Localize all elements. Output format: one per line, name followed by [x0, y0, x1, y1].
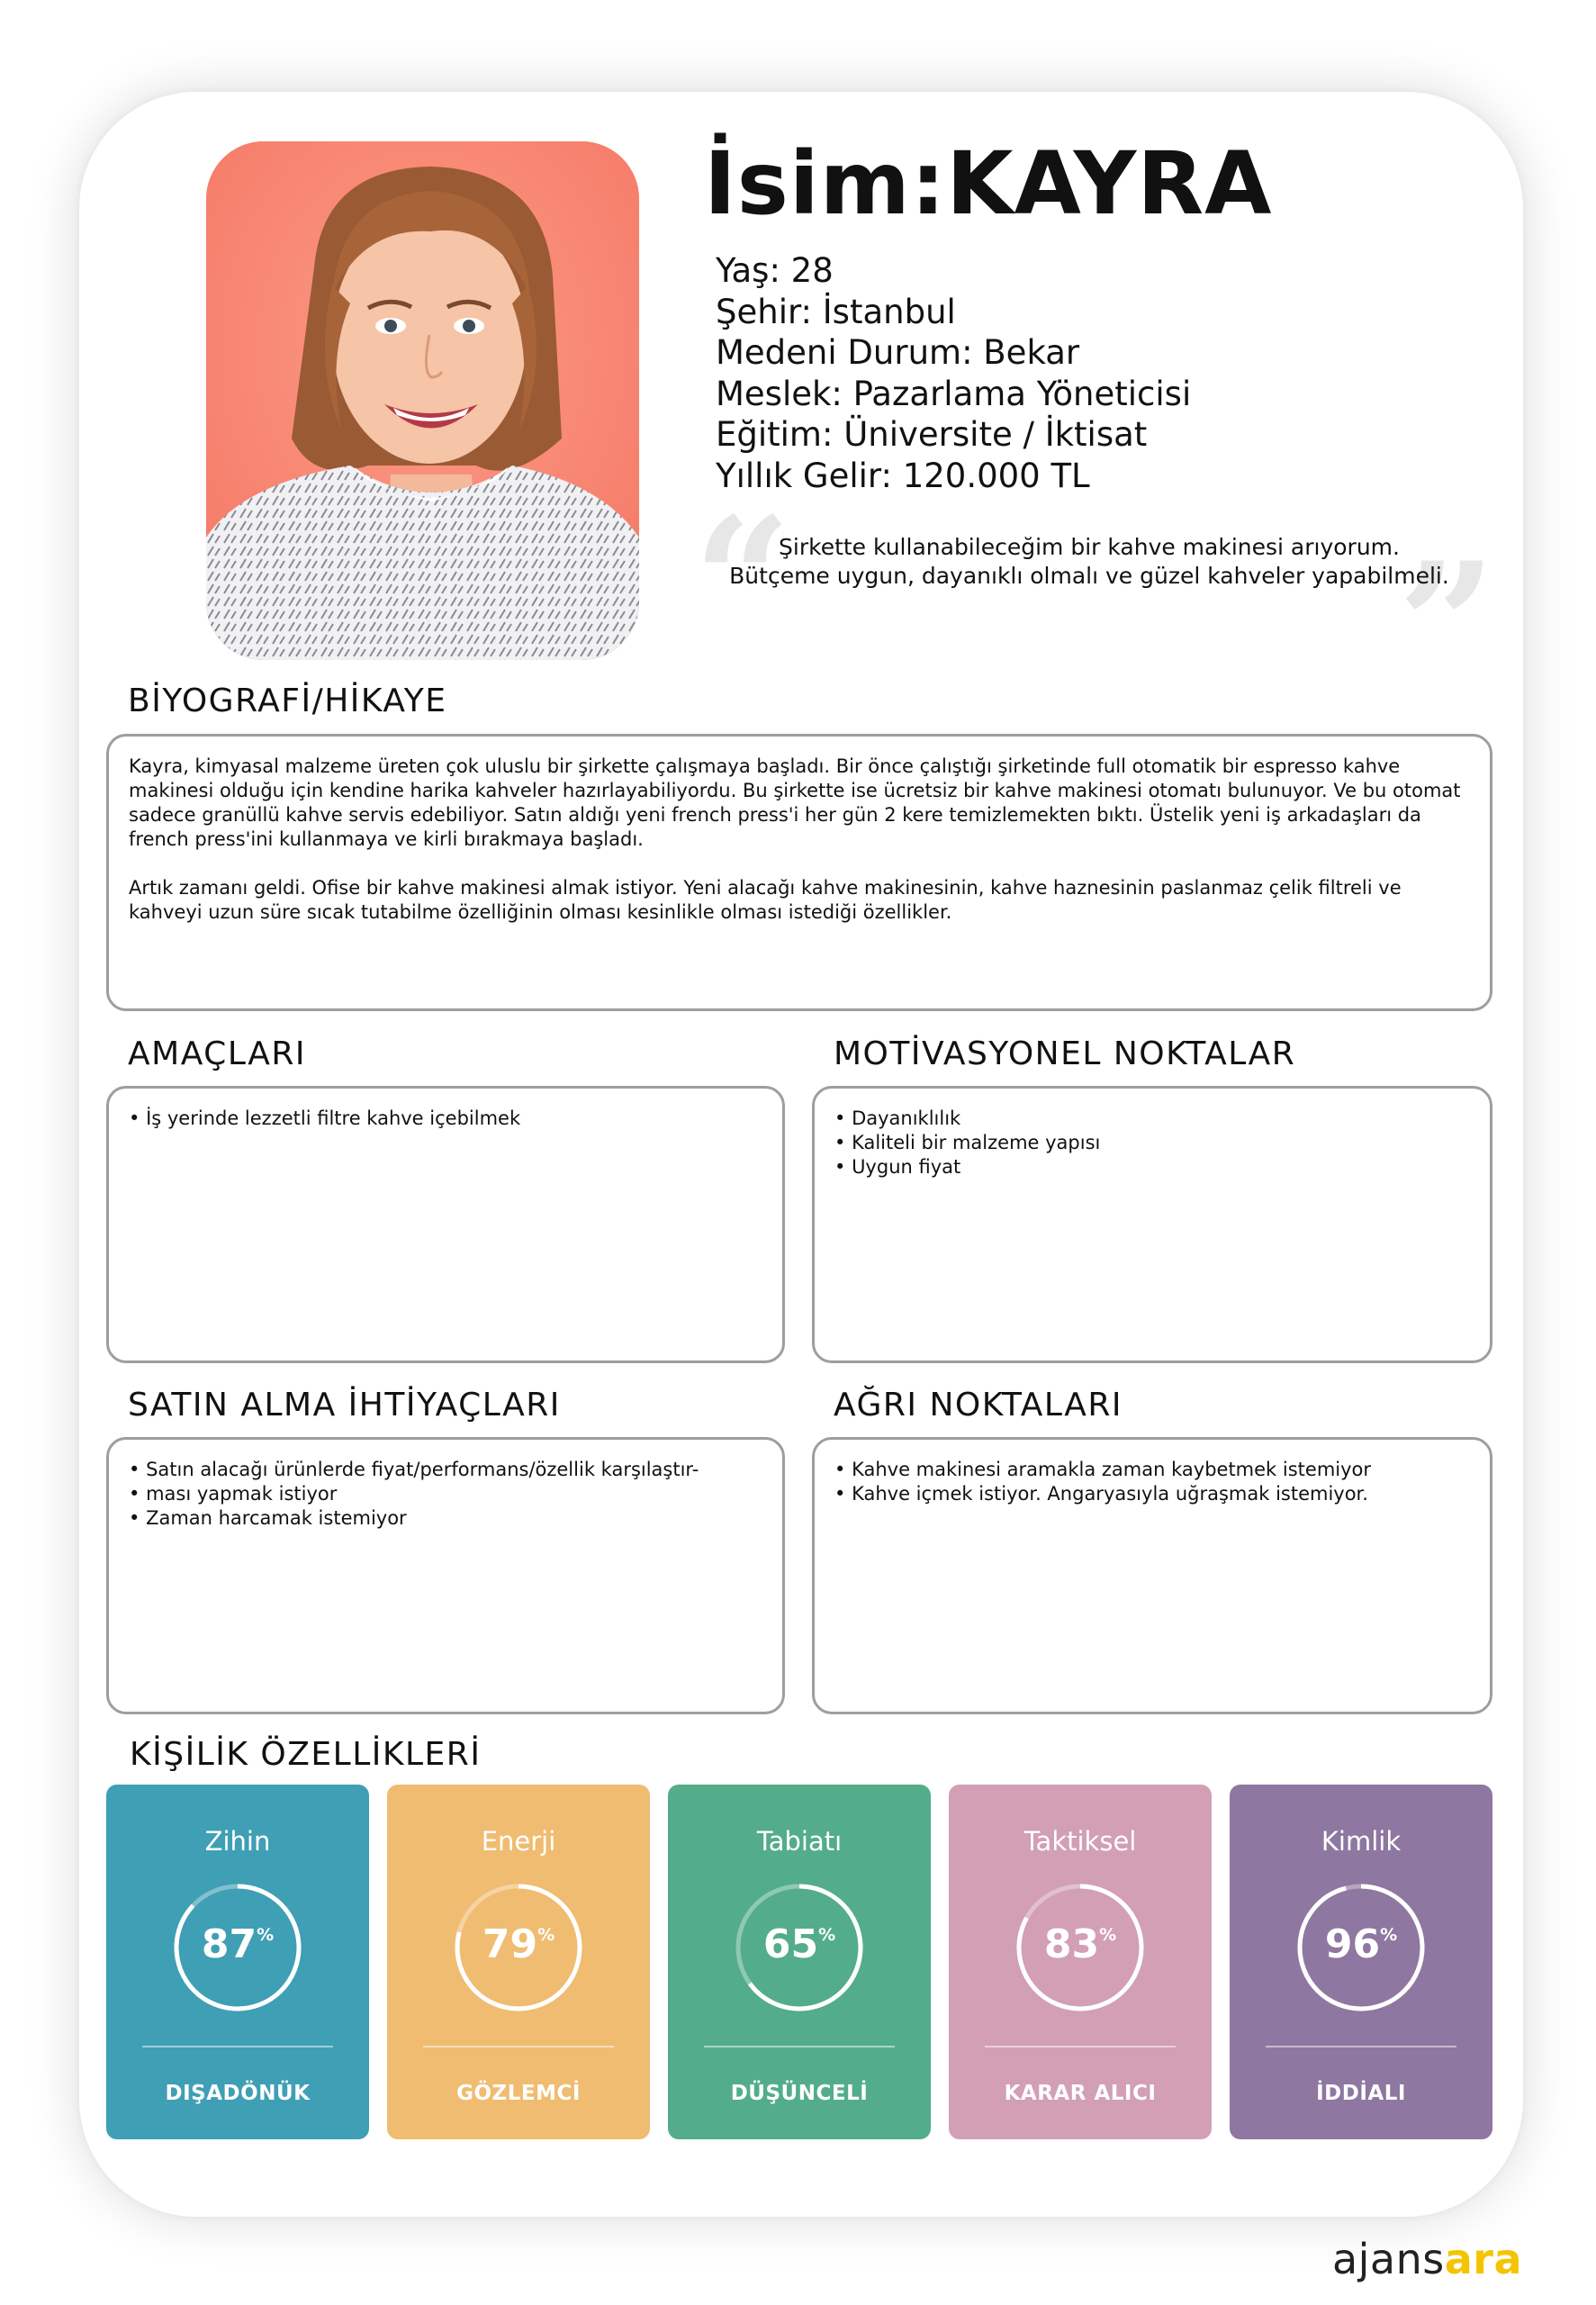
detail-city: Şehir: İstanbul — [716, 292, 956, 331]
trait-type: GÖZLEMCİ — [456, 2082, 581, 2105]
trait-card — [1230, 1785, 1492, 2139]
detail-income: Yıllık Gelir: 120.000 TL — [716, 456, 1090, 495]
quote-line: Şirkette kullanabileceğim bir kahve makinesi arıyorum. — [779, 534, 1400, 560]
pain-item: • Kahve makinesi aramakla zaman kaybetmek istemiyor — [834, 1458, 1470, 1482]
persona-quote — [693, 480, 1496, 726]
percent-sign: % — [1380, 1925, 1398, 1945]
brand-logo — [1332, 2235, 1522, 2283]
quote-line: Bütçeme uygun, dayanıklı olmalı ve güzel kahveler yapabilmeli. — [729, 563, 1449, 589]
trait-divider — [423, 2046, 614, 2047]
need-item: • Satın alacağı ürünlerde fiyat/performans/özellik karşılaştır- — [129, 1458, 762, 1482]
trait-type: DÜŞÜNCELİ — [730, 2082, 869, 2105]
trait-divider — [704, 2046, 895, 2047]
bio-box — [106, 734, 1492, 1011]
needs-box — [106, 1437, 785, 1714]
detail-marital-status: Medeni Durum: Bekar — [716, 333, 1080, 372]
pain-item: • Kahve içmek istiyor. Angaryasıyla uğraşmak istemiyor. — [834, 1482, 1470, 1506]
trait-value: 79 — [482, 1921, 538, 1967]
trait-name: Enerji — [481, 1826, 556, 1857]
goal-item: • İş yerinde lezzetli filtre kahve içebilmek — [129, 1107, 762, 1131]
detail-age: Yaş: 28 — [716, 251, 834, 290]
goals-title: AMAÇLARI — [128, 1035, 306, 1072]
brand-part1: ajans — [1331, 2235, 1445, 2283]
open-quote-icon: “ — [693, 480, 792, 681]
trait-value: 96 — [1324, 1921, 1381, 1967]
need-item: • Zaman harcamak istemiyor — [129, 1506, 762, 1531]
detail-occupation: Meslek: Pazarlama Yöneticisi — [716, 374, 1192, 413]
trait-card — [387, 1785, 650, 2139]
motivation-item: • Dayanıklılık — [834, 1107, 1470, 1131]
persona-details — [716, 250, 1191, 496]
trait-divider — [142, 2046, 333, 2047]
trait-card — [106, 1785, 369, 2139]
bio-title: BİYOGRAFİ/HİKAYE — [128, 682, 447, 719]
motivation-item: • Kaliteli bir malzeme yapısı — [834, 1131, 1470, 1155]
trait-divider — [985, 2046, 1176, 2047]
trait-type: DIŞADÖNÜK — [165, 2082, 311, 2105]
trait-percent — [387, 1921, 650, 1967]
trait-type: İDDİALI — [1316, 2082, 1406, 2105]
need-item-continuation — [129, 1482, 762, 1506]
traits-title: KİŞİLİK ÖZELLİKLERİ — [130, 1736, 482, 1773]
persona-name: İsim:KAYRA — [704, 133, 1273, 234]
brand-part2: ara — [1444, 2235, 1522, 2283]
pains-title: AĞRI NOKTALARI — [834, 1387, 1123, 1424]
trait-card — [949, 1785, 1212, 2139]
percent-sign: % — [1099, 1925, 1117, 1945]
needs-title: SATIN ALMA İHTİYAÇLARI — [128, 1387, 561, 1424]
trait-name: Taktiksel — [1023, 1826, 1137, 1857]
trait-value: 65 — [762, 1921, 819, 1967]
portrait-illustration — [206, 141, 639, 660]
percent-sign: % — [818, 1925, 836, 1945]
trait-value: 87 — [201, 1921, 257, 1967]
goals-box — [106, 1086, 785, 1363]
trait-card — [668, 1785, 931, 2139]
persona-photo — [206, 141, 639, 660]
pains-box — [812, 1437, 1492, 1714]
percent-sign: % — [257, 1925, 275, 1945]
trait-divider — [1266, 2046, 1456, 2047]
bio-paragraph: Kayra, kimyasal malzeme üreten çok uluslu bir şirkette çalışmaya başladı. Bir önce çalıştığı şirketinde full otomatik bir espresso kahve makinesi olduğu için kendine harika kahveler hazırlayabiliyordu. Bu şirkette ise ücretsiz bir kahve makinesi otomatı bulunuyor. Ve bu otomat sadece granüllü kahve servis edebiliyor. Satın aldığı yeni french press'i her gün 2 kere temizlemekten bıktı. Üstelik yeni iş arkadaşları da french press'ini kullanmaya ve kirli bırakmaya başladı. — [129, 755, 1461, 850]
trait-percent — [1230, 1921, 1492, 1967]
trait-percent — [668, 1921, 931, 1967]
quote-text — [693, 533, 1485, 591]
motivation-item: • Uygun fiyat — [834, 1155, 1470, 1180]
trait-percent — [949, 1921, 1212, 1967]
close-quote-icon: ” — [1397, 525, 1496, 726]
motivations-title: MOTİVASYONEL NOKTALAR — [834, 1035, 1296, 1072]
trait-name: Zihin — [204, 1826, 271, 1857]
bio-paragraph: Artık zamanı geldi. Ofise bir kahve makinesi almak istiyor. Yeni alacağı kahve makinesinin, kahve haznesinin paslanmaz çelik filtreli ve kahveyi uzun süre sıcak tutabilme özelliğinin olması kesinlikle olması istediği özellikler. — [129, 877, 1402, 923]
trait-name: Kimlik — [1321, 1826, 1402, 1857]
trait-name: Tabiatı — [756, 1826, 843, 1857]
trait-percent — [106, 1921, 369, 1967]
trait-type: KARAR ALICI — [1004, 2082, 1157, 2105]
motivations-box — [812, 1086, 1492, 1363]
need-item-continuation-text: ması yapmak istiyor — [146, 1483, 338, 1505]
percent-sign: % — [537, 1925, 555, 1945]
detail-education: Eğitim: Üniversite / İktisat — [716, 415, 1148, 454]
trait-value: 83 — [1043, 1921, 1100, 1967]
